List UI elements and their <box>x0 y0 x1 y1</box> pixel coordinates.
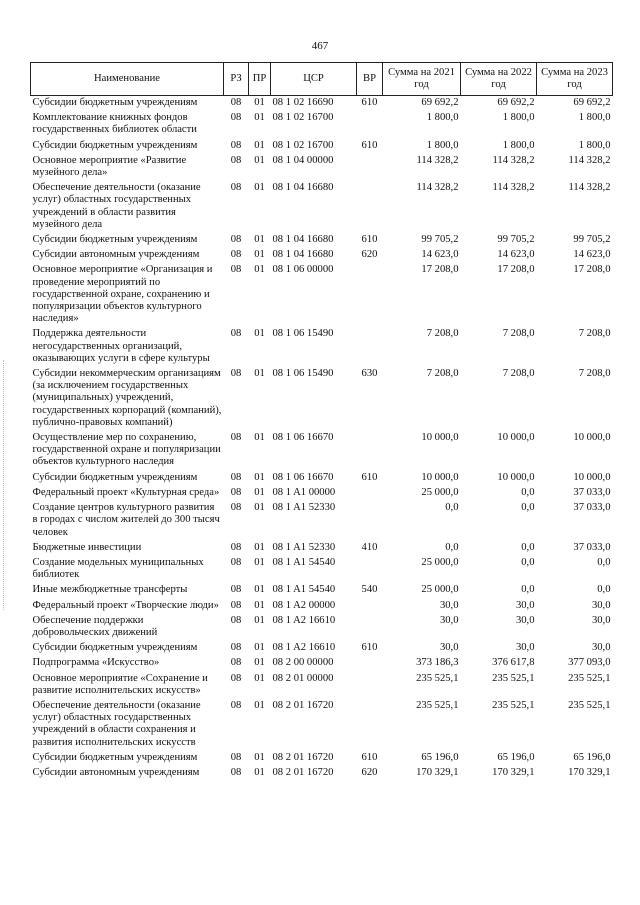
row-csr: 08 1 06 16670 <box>272 432 334 444</box>
row-name: Обеспечение деятельности (оказание услуг) областных государственных учреждений в области развития музейного дела <box>32 182 201 230</box>
row-sum-2023: 17 208,0 <box>573 264 611 276</box>
row-rz: 08 <box>230 614 242 626</box>
page-number: 467 <box>311 40 329 52</box>
row-vr: 610 <box>361 471 378 483</box>
row-vr: 610 <box>361 642 378 654</box>
row-sum-2023: 37 033,0 <box>573 541 611 553</box>
row-csr: 08 1 A2 00000 <box>272 599 336 611</box>
row-name: Субсидии автономным учреждениям <box>32 249 200 261</box>
header-name: Наименование <box>31 63 224 96</box>
header-rz: РЗ <box>224 63 249 96</box>
row-name: Осуществление мер по сохранению, государственной охране и популяризации объектов культурного наследия <box>32 432 221 468</box>
table-row <box>31 111 613 138</box>
row-sum-2022: 376 617,8 <box>492 657 535 669</box>
row-rz: 08 <box>230 139 242 151</box>
row-sum-2021: 235 525,1 <box>416 699 459 711</box>
table-row <box>31 263 613 327</box>
row-sum-2021: 25 000,0 <box>421 556 459 568</box>
row-pr: 01 <box>254 614 265 626</box>
row-vr: 610 <box>361 139 378 151</box>
header-sum-2021: Сумма на 2021 год <box>383 63 461 96</box>
row-csr: 08 1 04 16680 <box>272 249 334 261</box>
row-vr: 620 <box>361 249 378 261</box>
row-sum-2023: 37 033,0 <box>573 486 611 498</box>
row-pr: 01 <box>254 699 265 711</box>
row-name: Федеральный проект «Культурная среда» <box>32 486 220 498</box>
row-sum-2022: 99 705,2 <box>497 234 535 246</box>
row-pr: 01 <box>254 328 265 340</box>
table-row <box>31 248 613 263</box>
row-sum-2021: 1 800,0 <box>426 139 459 151</box>
row-pr: 01 <box>254 182 265 194</box>
row-sum-2021: 25 000,0 <box>421 486 459 498</box>
row-sum-2023: 14 623,0 <box>573 249 611 261</box>
row-sum-2023: 0,0 <box>597 556 611 568</box>
row-csr: 08 2 01 16720 <box>272 699 334 711</box>
row-csr: 08 1 A1 00000 <box>272 486 336 498</box>
row-sum-2022: 7 208,0 <box>502 328 535 340</box>
row-sum-2023: 10 000,0 <box>573 471 611 483</box>
row-sum-2023: 7 208,0 <box>578 368 611 380</box>
row-sum-2021: 30,0 <box>439 614 459 626</box>
row-sum-2021: 10 000,0 <box>421 432 459 444</box>
row-sum-2021: 10 000,0 <box>421 471 459 483</box>
row-name: Федеральный проект «Творческие люди» <box>32 599 219 611</box>
row-csr: 08 1 A1 52330 <box>272 502 336 514</box>
row-sum-2022: 30,0 <box>515 599 535 611</box>
row-vr <box>357 501 383 541</box>
row-rz: 08 <box>230 249 242 261</box>
row-rz: 08 <box>230 657 242 669</box>
row-vr <box>357 699 383 751</box>
table-row <box>31 233 613 248</box>
row-vr: 410 <box>361 541 378 553</box>
row-sum-2021: 0,0 <box>445 541 459 553</box>
row-pr: 01 <box>254 584 265 596</box>
row-sum-2021: 114 328,2 <box>416 154 459 166</box>
row-vr <box>357 556 383 583</box>
row-sum-2021: 0,0 <box>445 502 459 514</box>
row-sum-2021: 25 000,0 <box>421 584 459 596</box>
row-vr: 610 <box>361 751 378 763</box>
row-vr <box>357 263 383 327</box>
table-row <box>31 486 613 501</box>
row-rz: 08 <box>230 699 242 711</box>
row-rz: 08 <box>230 182 242 194</box>
row-sum-2022: 30,0 <box>515 614 535 626</box>
row-sum-2023: 10 000,0 <box>573 432 611 444</box>
row-sum-2021: 373 186,3 <box>416 657 459 669</box>
row-rz: 08 <box>230 234 242 246</box>
row-csr: 08 1 04 00000 <box>272 154 334 166</box>
row-pr: 01 <box>254 502 265 514</box>
row-rz: 08 <box>230 541 242 553</box>
table-row <box>31 181 613 233</box>
row-rz: 08 <box>230 432 242 444</box>
row-name: Субсидии бюджетным учреждениям <box>32 642 198 654</box>
table-row <box>31 672 613 699</box>
row-sum-2022: 235 525,1 <box>492 672 535 684</box>
header-sum-2022: Сумма на 2022 год <box>461 63 537 96</box>
row-pr: 01 <box>254 264 265 276</box>
row-csr: 08 1 A2 16610 <box>272 642 336 654</box>
row-rz: 08 <box>230 328 242 340</box>
row-vr: 540 <box>361 584 378 596</box>
row-sum-2023: 1 800,0 <box>578 139 611 151</box>
row-pr: 01 <box>254 154 265 166</box>
table-row <box>31 431 613 471</box>
row-sum-2022: 30,0 <box>515 642 535 654</box>
row-pr: 01 <box>254 642 265 654</box>
table-row <box>31 471 613 486</box>
row-vr <box>357 181 383 233</box>
row-sum-2021: 170 329,1 <box>416 766 459 778</box>
row-rz: 08 <box>230 599 242 611</box>
row-rz: 08 <box>230 112 242 124</box>
row-sum-2023: 0,0 <box>597 584 611 596</box>
row-sum-2023: 30,0 <box>591 614 611 626</box>
row-pr: 01 <box>254 234 265 246</box>
row-sum-2022: 69 692,2 <box>497 97 535 108</box>
row-name: Субсидии бюджетным учреждениям <box>32 471 198 483</box>
row-sum-2023: 37 033,0 <box>573 502 611 514</box>
row-sum-2022: 0,0 <box>521 584 535 596</box>
row-csr: 08 1 02 16700 <box>272 139 334 151</box>
row-pr: 01 <box>254 751 265 763</box>
row-name: Комплектование книжных фондов государственных библиотек области <box>32 112 197 136</box>
row-name: Субсидии некоммерческим организациям (за исключением государственных (муниципальных) учреждений, государственных корпораций (компаний), публично-правовых компаний) <box>32 368 222 428</box>
row-pr: 01 <box>254 97 265 108</box>
row-vr <box>357 599 383 614</box>
row-csr: 08 1 02 16700 <box>272 112 334 124</box>
table-row <box>31 556 613 583</box>
row-rz: 08 <box>230 751 242 763</box>
row-sum-2023: 99 705,2 <box>573 234 611 246</box>
row-sum-2021: 69 692,2 <box>421 97 459 108</box>
row-sum-2021: 1 800,0 <box>426 112 459 124</box>
row-pr: 01 <box>254 432 265 444</box>
row-csr: 08 2 00 00000 <box>272 657 334 669</box>
table-row <box>31 541 613 556</box>
row-sum-2022: 114 328,2 <box>492 182 535 194</box>
row-pr: 01 <box>254 599 265 611</box>
row-sum-2022: 235 525,1 <box>492 699 535 711</box>
row-sum-2021: 7 208,0 <box>426 368 459 380</box>
row-sum-2021: 114 328,2 <box>416 182 459 194</box>
row-name: Создание центров культурного развития в городах с числом жителей до 300 тысяч человек <box>32 502 220 538</box>
table-row <box>31 699 613 751</box>
row-sum-2022: 1 800,0 <box>502 112 535 124</box>
row-csr: 08 1 06 00000 <box>272 264 334 276</box>
row-pr: 01 <box>254 139 265 151</box>
binding-edge-mark <box>3 360 6 610</box>
row-rz: 08 <box>230 154 242 166</box>
table-row <box>31 501 613 541</box>
row-sum-2021: 30,0 <box>439 642 459 654</box>
row-sum-2021: 14 623,0 <box>421 249 459 261</box>
row-sum-2022: 10 000,0 <box>497 471 535 483</box>
row-rz: 08 <box>230 672 242 684</box>
row-name: Иные межбюджетные трансферты <box>32 584 188 596</box>
row-sum-2023: 377 093,0 <box>568 657 611 669</box>
header-vr: ВР <box>357 63 383 96</box>
table-row <box>31 154 613 181</box>
row-pr: 01 <box>254 556 265 568</box>
row-sum-2021: 30,0 <box>439 599 459 611</box>
row-csr: 08 1 04 16680 <box>272 234 334 246</box>
row-csr: 08 1 A1 54540 <box>272 556 336 568</box>
row-sum-2021: 235 525,1 <box>416 672 459 684</box>
row-rz: 08 <box>230 556 242 568</box>
row-vr <box>357 111 383 138</box>
row-csr: 08 1 06 16670 <box>272 471 334 483</box>
row-csr: 08 2 01 16720 <box>272 766 334 778</box>
row-name: Обеспечение поддержки добровольческих движений <box>32 614 158 638</box>
row-name: Субсидии бюджетным учреждениям <box>32 751 198 763</box>
row-name: Бюджетные инвестиции <box>32 541 142 553</box>
row-name: Субсидии бюджетным учреждениям <box>32 139 198 151</box>
row-csr: 08 2 01 00000 <box>272 672 334 684</box>
row-vr: 610 <box>361 234 378 246</box>
row-vr <box>357 431 383 471</box>
table-row <box>31 139 613 154</box>
table-row <box>31 766 613 781</box>
row-vr: 610 <box>361 97 378 108</box>
row-rz: 08 <box>230 766 242 778</box>
row-vr <box>357 614 383 641</box>
table-row <box>31 599 613 614</box>
row-rz: 08 <box>230 368 242 380</box>
row-vr <box>357 154 383 181</box>
row-sum-2022: 14 623,0 <box>497 249 535 261</box>
row-sum-2022: 0,0 <box>521 556 535 568</box>
row-sum-2023: 114 328,2 <box>568 182 611 194</box>
row-name: Подпрограмма «Искусство» <box>32 657 160 669</box>
row-sum-2023: 65 196,0 <box>573 751 611 763</box>
row-vr: 620 <box>361 766 378 778</box>
table-row <box>31 96 613 112</box>
row-sum-2022: 65 196,0 <box>497 751 535 763</box>
row-rz: 08 <box>230 486 242 498</box>
row-sum-2023: 30,0 <box>591 642 611 654</box>
row-rz: 08 <box>230 502 242 514</box>
row-name: Субсидии бюджетным учреждениям <box>32 97 198 108</box>
row-sum-2021: 17 208,0 <box>421 264 459 276</box>
row-vr: 630 <box>361 368 378 380</box>
row-pr: 01 <box>254 471 265 483</box>
row-sum-2022: 10 000,0 <box>497 432 535 444</box>
row-sum-2023: 235 525,1 <box>568 699 611 711</box>
row-pr: 01 <box>254 657 265 669</box>
row-rz: 08 <box>230 97 242 108</box>
row-sum-2021: 99 705,2 <box>421 234 459 246</box>
header-sum-2023: Сумма на 2023 год <box>537 63 613 96</box>
row-name: Субсидии автономным учреждениям <box>32 766 200 778</box>
row-vr <box>357 656 383 671</box>
row-vr <box>357 327 383 367</box>
header-csr: ЦСР <box>271 63 357 96</box>
row-csr: 08 1 A1 54540 <box>272 584 336 596</box>
row-csr: 08 1 06 15490 <box>272 328 334 340</box>
row-name: Основное мероприятие «Сохранение и развитие исполнительских искусств» <box>32 672 208 696</box>
row-sum-2023: 170 329,1 <box>568 766 611 778</box>
row-csr: 08 1 A2 16610 <box>272 614 336 626</box>
row-sum-2022: 0,0 <box>521 541 535 553</box>
table-row <box>31 327 613 367</box>
row-pr: 01 <box>254 368 265 380</box>
row-name: Основное мероприятие «Развитие музейного дела» <box>32 154 187 179</box>
budget-table <box>30 62 613 781</box>
row-sum-2023: 235 525,1 <box>568 672 611 684</box>
row-sum-2022: 170 329,1 <box>492 766 535 778</box>
row-pr: 01 <box>254 766 265 778</box>
row-sum-2023: 7 208,0 <box>578 328 611 340</box>
row-rz: 08 <box>230 584 242 596</box>
row-name: Основное мероприятие «Организация и проведение мероприятий по государственной охране, сохранению и популяризации объектов культурного наследия» <box>32 264 213 325</box>
row-rz: 08 <box>230 642 242 654</box>
table-header-row <box>31 63 613 96</box>
row-csr: 08 1 04 16680 <box>272 182 334 194</box>
row-csr: 08 2 01 16720 <box>272 751 334 763</box>
row-sum-2023: 69 692,2 <box>573 97 611 108</box>
row-vr <box>357 486 383 501</box>
header-pr: ПР <box>249 63 271 96</box>
row-sum-2021: 7 208,0 <box>426 328 459 340</box>
row-sum-2022: 0,0 <box>521 502 535 514</box>
row-pr: 01 <box>254 486 265 498</box>
table-row <box>31 367 613 431</box>
table-row <box>31 656 613 671</box>
row-sum-2023: 30,0 <box>591 599 611 611</box>
row-pr: 01 <box>254 249 265 261</box>
row-name: Поддержка деятельности негосударственных организаций, оказывающих услуги в сфере культуры <box>32 328 210 364</box>
table-row <box>31 751 613 766</box>
row-sum-2022: 7 208,0 <box>502 368 535 380</box>
row-rz: 08 <box>230 471 242 483</box>
row-sum-2022: 17 208,0 <box>497 264 535 276</box>
row-name: Создание модельных муниципальных библиотек <box>32 556 204 581</box>
table-row <box>31 641 613 656</box>
row-vr <box>357 672 383 699</box>
row-sum-2023: 114 328,2 <box>568 154 611 166</box>
row-name: Обеспечение деятельности (оказание услуг) областных государственных учреждений в области сохранения и развития исполнительских искусств <box>32 699 201 748</box>
table-row <box>31 614 613 641</box>
row-csr: 08 1 02 16690 <box>272 97 334 108</box>
row-sum-2022: 1 800,0 <box>502 139 535 151</box>
row-sum-2023: 1 800,0 <box>578 112 611 124</box>
row-sum-2022: 0,0 <box>521 486 535 498</box>
row-sum-2021: 65 196,0 <box>421 751 459 763</box>
row-pr: 01 <box>254 541 265 553</box>
row-csr: 08 1 A1 52330 <box>272 541 336 553</box>
row-pr: 01 <box>254 672 265 684</box>
row-pr: 01 <box>254 112 265 124</box>
row-sum-2022: 114 328,2 <box>492 154 535 166</box>
row-rz: 08 <box>230 264 242 276</box>
row-csr: 08 1 06 15490 <box>272 368 334 380</box>
row-name: Субсидии бюджетным учреждениям <box>32 234 198 246</box>
table-row <box>31 583 613 598</box>
